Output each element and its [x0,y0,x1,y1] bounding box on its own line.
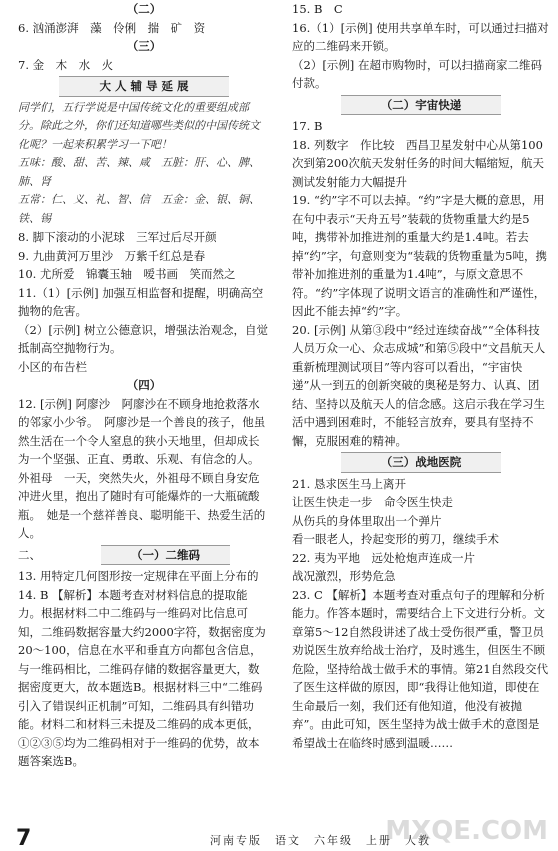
section-heading: （二） [126,2,162,16]
answer-line: 23. C 【解析】本题考查对重点句子的理解和分析能力。作答本题时，需要结合上下文进行分析。文章第5～12自然段讲述了战士受伤很严重，警卫员劝说医生放弃给战士治疗，及时逃生，但医生不顾危险，坚持给战士做手术的事情。第21自然段交代了医生这样做的原因，即“我得让他知道，即使在生命最后一刻，我们还有他知道，他没有被抛弃”。由此可知，医生坚持为战士做手术的意图是希望战士在临终时感到温暖…… [292,587,549,750]
section-heading: （四） [126,378,162,392]
section-number: 二、 [18,547,41,562]
heading-row [292,93,550,118]
answer-line: 19. “约”字不可以去掉。“约”字是大概的意思，用在句中表示“天舟五号”装载的货物重量大约是5吨，携带补加推进剂的重量大约是1.4吨。若去掉“约”字，句意则变为“装载的货物重量为5吨，携带补加推进剂的重量为1.4吨”，与原文意思不符。“约”字体现了说明文语言的准确性和严谨性，因此不能去掉“约”字。 [292,193,547,318]
answer-line: 17. B [292,119,323,133]
answer-line: 从伤兵的身体里取出一个弹片 [292,513,442,528]
answer-line: 11.（1）[示例] 加强互相监督和提醒，明确高空抛物的危害。 [18,285,264,318]
answer-line: 看一眼老人，拎起变形的剪刀，继续手术 [292,532,499,546]
section-heading: （三） [126,39,162,53]
answer-line: 15. B C [292,2,343,16]
answer-line: 20. [示例] 从第③段中“经过连续奋战”“全体科技人员万众一心、众志成城”和第⑤段中“文昌航天人重新梳理测试项目”等内容可以看出，“宇宙快递”从一到五的创新突破的奥秘是努力、认真、团结、坚持以及航天人的信念感。这启示我在学习生活中遇到困难时，不能轻言放弃，要具有坚持不懈，克服困难的精神。 [292,322,546,448]
answer-line: 9. 九曲黄河万里沙 万紫千红总是春 [18,248,206,263]
answer-line: （2）[示例] 树立公德意识，增强法治观念，自觉抵制高空抛物行为。 [18,322,268,355]
handwritten-note: 五常：仁、义、礼、智、信 五金：金、银、铜、铁、锡 [18,193,260,225]
answer-line: 7. 金 木 水 火 [18,57,114,72]
watermark: MXQE.COM [385,816,548,846]
heading-row [292,450,550,475]
answer-line: 16.（1）[示例] 使用共享单车时，可以通过扫描对应的二维码来开锁。 [292,20,549,53]
highlight-heading: （一）二维码 [101,545,230,566]
answer-line: 13. 用特定几何图形按一定规律在平面上分布的 [18,569,259,583]
highlight-heading: （二）宇宙快递 [341,95,502,116]
answer-line: 6. 汹涌澎湃 藻 伶俐 揣 矿 资 [18,20,206,35]
section-marker [18,543,270,568]
answer-line: 12. [示例] 阿廖沙 阿廖沙在不顾身地抢救落水的邻家小少爷。 阿廖沙是一个善良的孩子，他虽然生活在一个令人窒息的狭小天地里，但却成长为一个坚强、正直、勇敢、乐观、有信念的人。 [18,396,266,466]
answer-line: 14. B 【解析】本题考查对材料信息的提取能力。根据材料二中二维码与一维码对比信息可知，二维码数据容量大约2000字符，数据密度为20～100，信息在水平和垂直方向都包含信息，与一维码相比，二维码存储的数据容量更大，数据密度更大，故本题选B。根据材料三中“二维码引入了错误纠正机制”可知，二维码具有纠错功能。材料二和材料三未提及二维码的成本更低，①②③⑤均为二维码相对于一维码的优势，故本题答案选B。 [18,587,266,768]
answer-line: 让医生快走一步 命令医生快走 [292,495,453,509]
handwritten-note: 五味：酸、甜、苦、辣、咸 五脏：肝、心、脾、肺、肾 [18,156,260,188]
answer-line: 战况激烈，形势危急 [292,569,396,583]
page-number: 7 [16,826,32,851]
answer-line: 8. 脚下滚动的小泥球 三军过后尽开颜 [18,230,217,244]
answer-line: 22. 夷为平地 远处枪炮声连成一片 [292,550,475,565]
answer-line: （2）[示例] 在超市购物时，可以扫描商家二维码付款。 [292,57,542,90]
page-footer [0,816,558,851]
highlight-heading: 大 人 辅 导 延 展 [59,76,228,97]
highlight-heading: （三）战地医院 [341,452,502,473]
answer-line: 外祖母 一天，突然失火，外祖母不顾自身安危冲进火里，抱出了随时有可能爆炸的一大瓶硫酸瓶。 她是一个慈祥善良、聪明能干、热爱生活的人。 [18,470,266,540]
left-column [18,0,270,771]
right-column [292,0,550,752]
footer-meta: 河南专版 语文 六年级 上册 人教 [210,834,431,847]
answer-line: 18. 列数字 作比较 西昌卫星发射中心从第100次到第200次航天发射任务的时间大幅缩短，航天测试发射能力大幅提升 [292,137,544,189]
answer-line: 21. 恳求医生马上离开 [292,476,406,491]
handwritten-note: 同学们，五行学说是中国传统文化的重要组成部分。除此之外，你们还知道哪些类似的中国传统文化呢？一起来积累学习一下吧！ [18,100,260,151]
heading-row [18,74,270,99]
answer-line: 10. 尤所爱 锦囊玉轴 嗳书画 笑而然之 [18,267,236,281]
answer-line: 小区的布告栏 [18,359,87,374]
